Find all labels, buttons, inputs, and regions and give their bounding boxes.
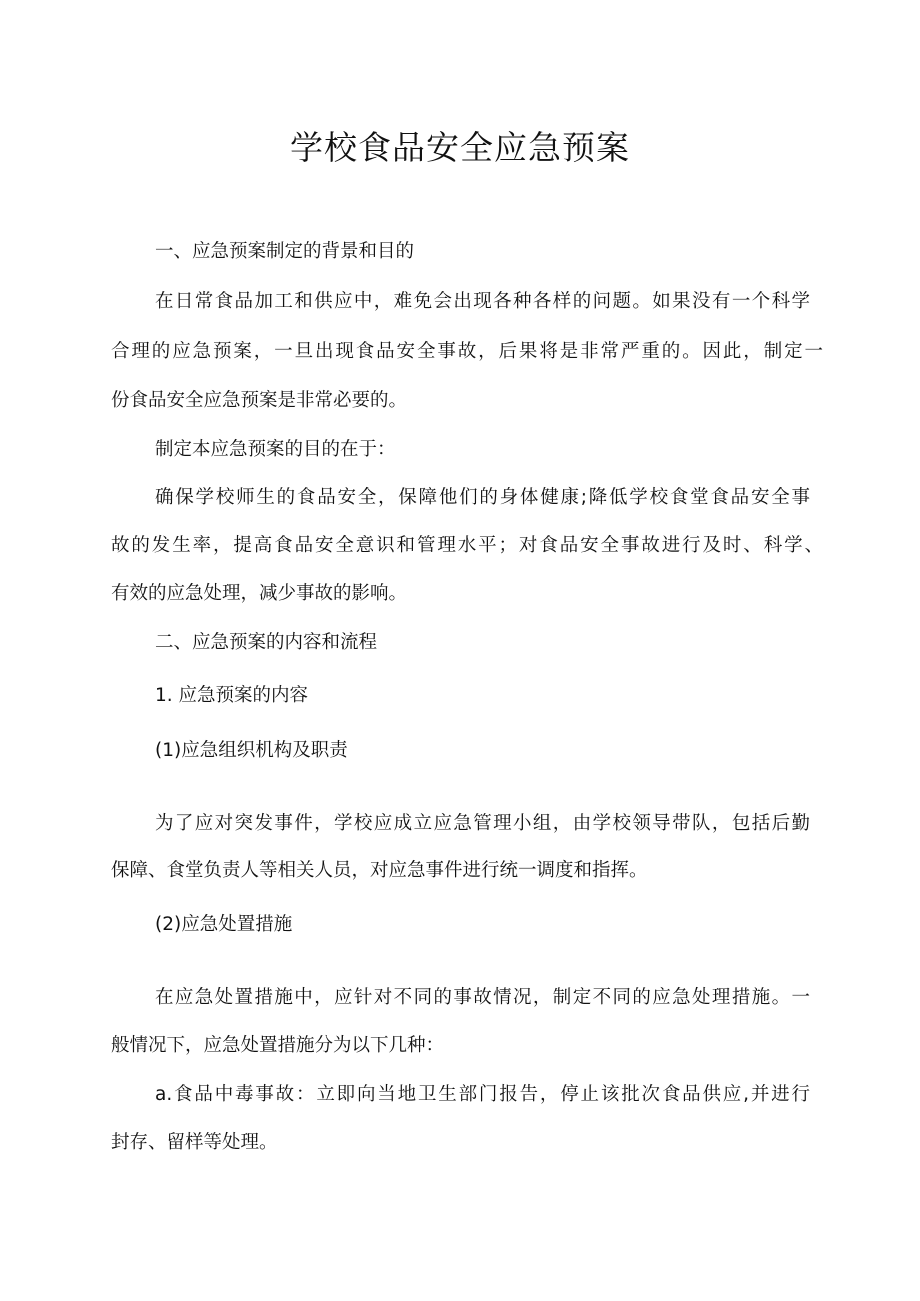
paragraph-line: 确保学校师生的食品安全，保障他们的身体健康;降低学校食堂食品安全事 [155,487,810,508]
paragraph-line: 在日常食品加工和供应中，难免会出现各种各样的问题。如果没有一个科学 [155,291,810,312]
subsection-heading: (1)应急组织机构及职责 [155,740,348,761]
section-heading-1: 一、应急预案制定的背景和目的 [155,241,415,262]
document-title: 学校食品安全应急预案 [290,128,630,167]
section-heading-2: 二、应急预案的内容和流程 [155,632,378,653]
paragraph-line: 有效的应急处理，减少事故的影响。 [111,583,408,604]
paragraph-line: 合理的应急预案，一旦出现食品安全事故，后果将是非常严重的。因此，制定一 [111,341,823,362]
paragraph-line: 在应急处置措施中，应针对不同的事故情况，制定不同的应急处理措施。一 [155,987,810,1008]
paragraph-line: 制定本应急预案的目的在于： [155,439,396,460]
subsection-heading: (2)应急处置措施 [155,914,293,935]
paragraph-line: 般情况下，应急处置措施分为以下几种： [111,1035,445,1056]
paragraph-line: 保障、食堂负责人等相关人员，对应急事件进行统一调度和指挥。 [111,860,648,881]
subsection-heading: 1. 应急预案的内容 [155,685,309,706]
paragraph-line: a.食品中毒事故：立即向当地卫生部门报告，停止该批次食品供应,并进行 [155,1084,810,1105]
paragraph-line: 封存、留样等处理。 [111,1132,278,1153]
paragraph-line: 为了应对突发事件，学校应成立应急管理小组，由学校领导带队，包括后勤 [155,813,810,834]
paragraph-line: 份食品安全应急预案是非常必要的。 [111,390,408,411]
paragraph-line: 故的发生率，提高食品安全意识和管理水平；对食品安全事故进行及时、科学、 [111,535,823,556]
